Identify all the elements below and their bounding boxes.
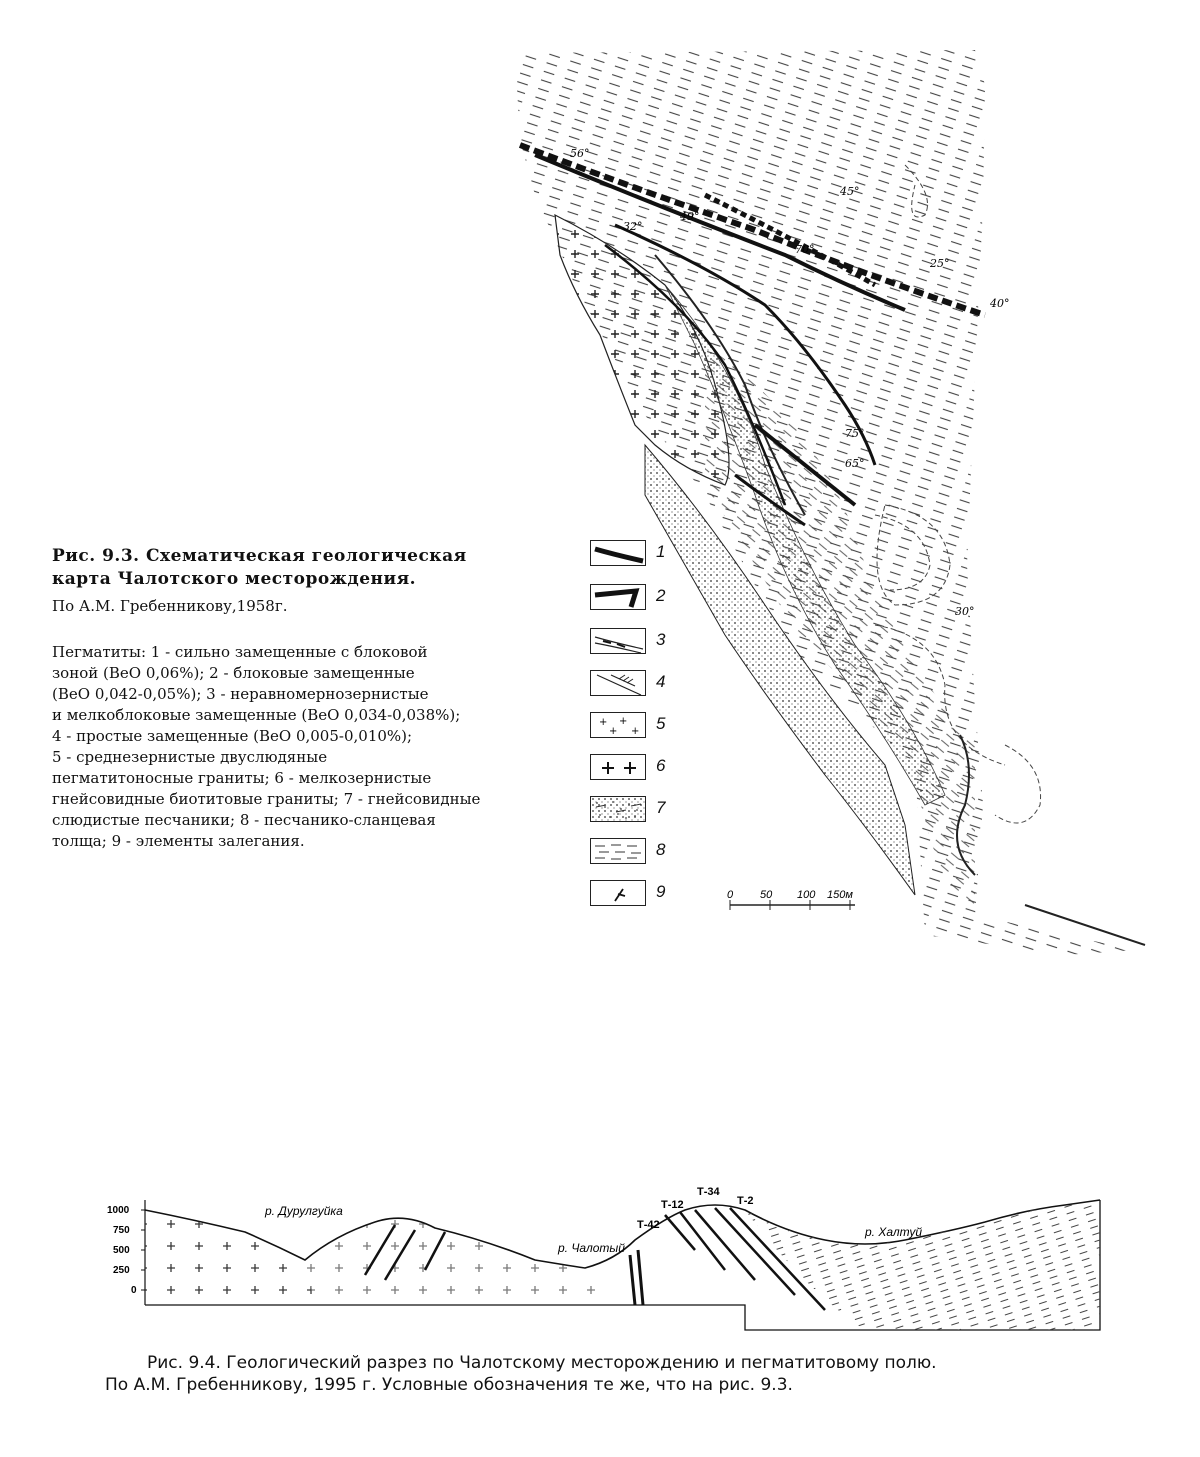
figure-9-3-author: По А.М. Гребенникову,1958г. [52, 597, 288, 615]
legend-number-4: 4 [656, 672, 666, 691]
y-tick-750: 750 [113, 1225, 130, 1236]
figure-9-3-title-line-2: карта Чалотского месторождения. [52, 569, 417, 589]
figure-9-3-title-line-1: Рис. 9.3. Схематическая геологическая [52, 546, 467, 566]
legend-description-line: слюдистые песчаники; 8 - песчанико-сланцевая [52, 811, 436, 829]
figure-9-4-caption [105, 1352, 1185, 1396]
legend-description-line: пегматитоносные граниты; 6 - мелкозернистые [52, 769, 432, 787]
dip-label-32: 32° [623, 220, 643, 233]
scale-tick-50: 50 [760, 889, 773, 901]
legend-description-line: 5 - среднезернистые двуслюдяные [52, 748, 328, 766]
legend-description-line: и мелкоблоковые замещенные (ВеО 0,034-0,038%); [52, 706, 461, 724]
legend-box-4 [590, 670, 646, 696]
legend-number-6: 6 [656, 756, 666, 775]
scale-tick-100: 100 [797, 889, 816, 901]
legend-number-7: 7 [656, 798, 666, 817]
y-tick-1000: 1000 [107, 1205, 130, 1216]
legend-number-2: 2 [656, 586, 666, 605]
figure-9-4-caption-line-1: Рис. 9.4. Геологический разрез по Чалотскому месторождению и пегматитовому полю. [147, 1353, 937, 1373]
dip-label-49: 49° [680, 210, 700, 223]
geological-map-figure [505, 45, 1160, 970]
legend-number-8: 8 [656, 840, 666, 859]
legend-box-7 [590, 796, 646, 822]
legend-description-line: гнейсовидные биотитовые граниты; 7 - гнейсовидные [52, 790, 481, 808]
label-t2: Т-2 [737, 1195, 754, 1207]
legend-description-line: 4 - простые замещенные (ВеО 0,005-0,010%); [52, 727, 413, 745]
legend-box-9 [590, 880, 646, 906]
dip-label-30: 30° [955, 605, 975, 618]
figure-9-3-legend-description [52, 642, 577, 852]
legend-box-2 [590, 584, 646, 610]
figure-9-4-caption-line-2: По А.М. Гребенникову, 1995 г. Условные обозначения те же, что на рис. 9.3. [105, 1375, 793, 1395]
y-tick-0: 0 [131, 1285, 137, 1296]
y-tick-500: 500 [113, 1245, 130, 1256]
geological-map [505, 45, 1160, 970]
dip-label-65: 65° [845, 457, 865, 470]
svg-text:+: + [631, 726, 640, 737]
legend-number-1: 1 [656, 542, 666, 561]
dip-label-25: 25° [930, 257, 950, 270]
legend-box-1 [590, 540, 646, 566]
legend-number-3: 3 [656, 630, 666, 649]
river-label-chaloty: р. Чалотый [558, 1241, 625, 1255]
dip-label-40: 40° [990, 297, 1010, 310]
svg-text:+: + [619, 716, 628, 727]
legend-description-line: Пегматиты: 1 - сильно замещенные с блоковой [52, 643, 428, 661]
scale-bar [727, 889, 855, 910]
svg-text:+: + [609, 726, 618, 737]
dip-label-45: 45° [840, 185, 860, 198]
legend-box-6 [590, 754, 646, 780]
river-label-durulguyka: р. Дурулгуйка [265, 1204, 343, 1218]
scale-tick-150: 150м [827, 889, 853, 901]
svg-text:+: + [599, 717, 608, 728]
figure-9-3-title [52, 545, 522, 591]
dip-label-56: 56° [570, 147, 590, 160]
legend-description-line: (ВеО 0,042-0,05%); 3 - неравномернозернистые [52, 685, 429, 703]
river-label-khaltuy: р. Халтуй [865, 1225, 923, 1239]
geological-cross-section [105, 1170, 1105, 1350]
label-t42: Т-42 [637, 1219, 660, 1231]
y-tick-250: 250 [113, 1265, 130, 1276]
legend-description-line: толща; 9 - элементы залегания. [52, 832, 305, 850]
dip-label-75: 75° [845, 427, 865, 440]
legend-description-line: зоной (ВеО 0,06%); 2 - блоковые замещенные [52, 664, 415, 682]
legend-number-9: 9 [656, 882, 666, 901]
label-t12: Т-12 [661, 1199, 684, 1211]
cross-section-svg [105, 1170, 1105, 1350]
scale-tick-0: 0 [727, 889, 734, 901]
dip-label-70: 70° [795, 243, 815, 256]
legend-box-3 [590, 628, 646, 654]
label-t34: Т-34 [697, 1186, 720, 1198]
legend-box-8 [590, 838, 646, 864]
legend-number-5: 5 [656, 714, 666, 733]
legend-box-5 [590, 712, 646, 738]
